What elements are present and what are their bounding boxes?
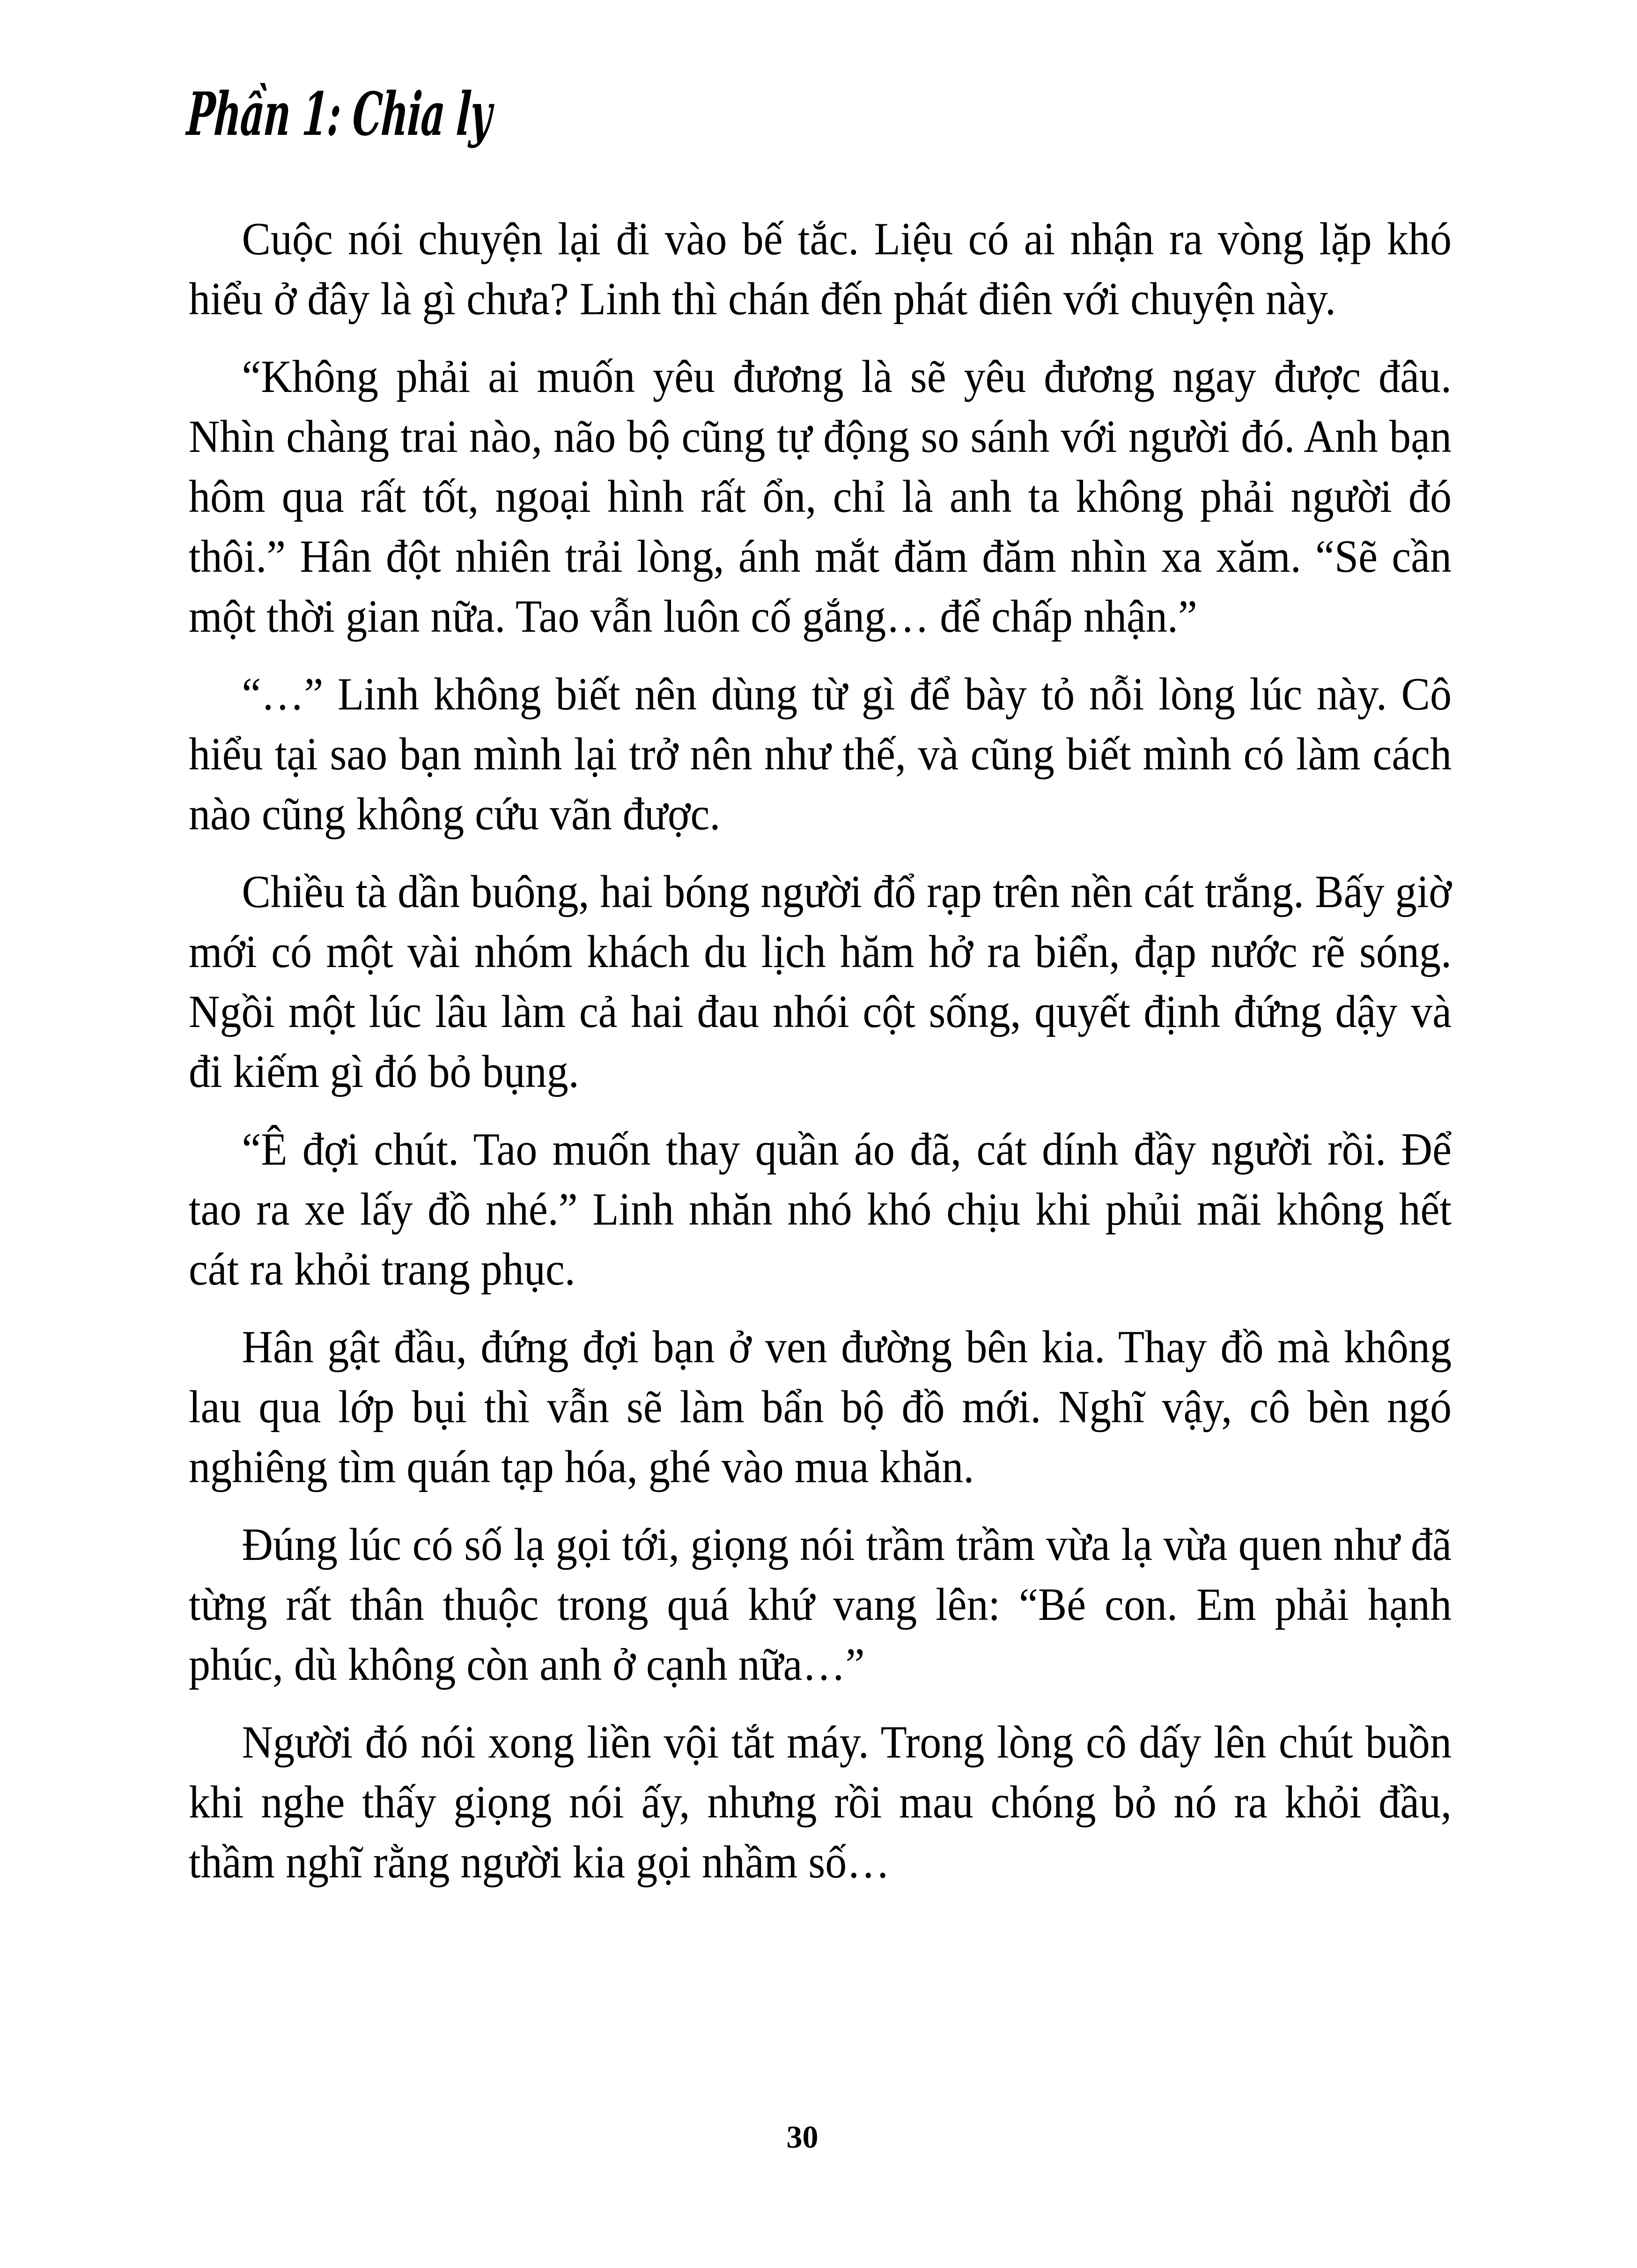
paragraph: “Không phải ai muốn yêu đương là sẽ yêu đương ngay được đâu. Nhìn chàng trai nào, não bộ cũng tự động so sánh với người đó. Anh bạn hôm qua rất tốt, ngoại hình rất ổn, chỉ là anh ta không phải người đó thôi.” Hân đột nhiên trải lòng, ánh mắt đăm đăm nhìn xa xăm. “Sẽ cần một thời gian nữa. Tao vẫn luôn cố gắng… để chấp nhận.” — [189, 351, 1452, 642]
paragraph: Hân gật đầu, đứng đợi bạn ở ven đường bên kia. Thay đồ mà không lau qua lớp bụi thì vẫn sẽ làm bẩn bộ đồ mới. Nghĩ vậy, cô bèn ngó nghiêng tìm quán tạp hóa, ghé vào mua khăn. — [189, 1322, 1452, 1492]
chapter-header-title: Phần 1: Chia ly — [185, 79, 494, 149]
paragraph: Đúng lúc có số lạ gọi tới, giọng nói trầm trầm vừa lạ vừa quen như đã từng rất thân thuộc trong quá khứ vang lên: “Bé con. Em phải hạnh phúc, dù không còn anh ở cạnh nữa…” — [189, 1519, 1452, 1690]
paragraph: “Ê đợi chút. Tao muốn thay quần áo đã, cát dính đầy người rồi. Để tao ra xe lấy đồ nhé.” Linh nhăn nhó khó chịu khi phủi mãi không hết cát ra khỏi trang phục. — [189, 1124, 1452, 1295]
paragraph: Chiều tà dần buông, hai bóng người đổ rạp trên nền cát trắng. Bấy giờ mới có một vài nhóm khách du lịch hăm hở ra biển, đạp nước rẽ sóng. Ngồi một lúc lâu làm cả hai đau nhói cột sống, quyết định đứng dậy và đi kiếm gì đó bỏ bụng. — [189, 866, 1452, 1097]
page-body — [189, 209, 1452, 1892]
paragraph: Cuộc nói chuyện lại đi vào bế tắc. Liệu có ai nhận ra vòng lặp khó hiểu ở đây là gì chưa? Linh thì chán đến phát điên với chuyện này. — [189, 214, 1452, 325]
page-number: 30 — [786, 2119, 818, 2155]
paragraph: “…” Linh không biết nên dùng từ gì để bày tỏ nỗi lòng lúc này. Cô hiểu tại sao bạn mình lại trở nên như thế, và cũng biết mình có làm cách nào cũng không cứu vãn được. — [189, 669, 1452, 840]
paragraph: Người đó nói xong liền vội tắt máy. Trong lòng cô dấy lên chút buồn khi nghe thấy giọng nói ấy, nhưng rồi mau chóng bỏ nó ra khỏi đầu, thầm nghĩ rằng người kia gọi nhầm số… — [189, 1717, 1452, 1888]
